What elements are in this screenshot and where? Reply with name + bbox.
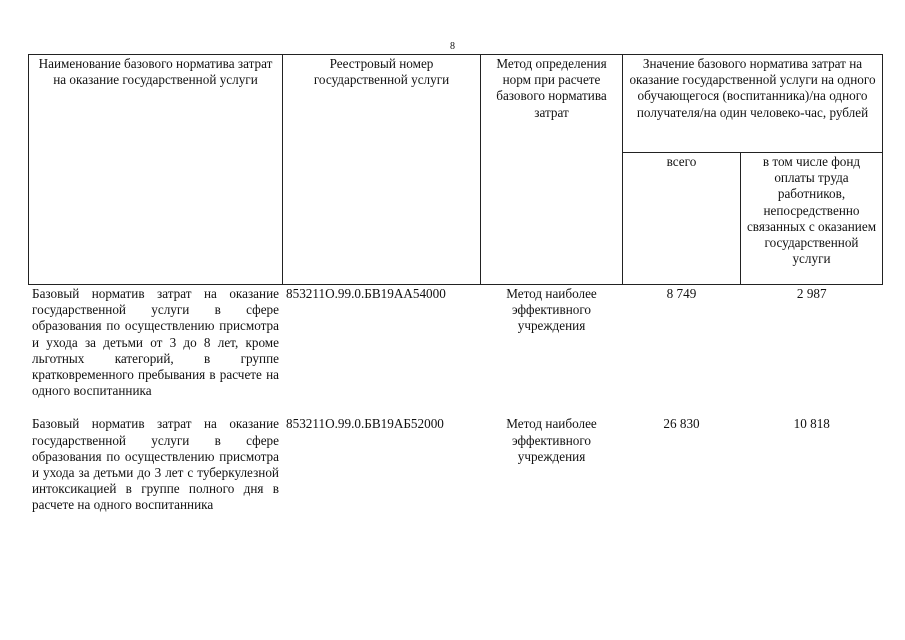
header-registry-number: Реестровый номер государственной услуги: [283, 55, 481, 285]
header-name: Наименование базового норматива затрат на оказание государственной услуги: [29, 55, 283, 285]
row-total: 26 830: [663, 416, 700, 432]
row-method: Метод наиболее эффективного учреждения: [506, 286, 597, 334]
table-row: [29, 415, 883, 529]
page-number: 8: [450, 41, 455, 52]
row-payroll: 10 818: [793, 416, 830, 432]
row-total: 8 749: [666, 286, 697, 301]
header-total: всего: [623, 153, 741, 285]
row-payroll: 2 987: [796, 286, 827, 301]
table-header: [29, 55, 883, 285]
row-registry-number: 853211О.99.0.БВ19АА54000: [286, 286, 446, 301]
cost-norms-table: [28, 54, 883, 530]
row-registry-number: 853211О.99.0.БВ19АБ52000: [286, 416, 444, 432]
header-value: Значение базового норматива затрат на оказание государственной услуги на одного обучающегося (воспитанника)/на одного получателя/на один человеко-час, рублей: [623, 55, 883, 153]
table-row: [29, 285, 883, 416]
header-payroll: в том числе фонд оплаты труда работников, непосредственно связанных с оказанием государственной услуги: [741, 153, 883, 285]
row-name: Базовый норматив затрат на оказание государственной услуги в сфере образования по осуществлению присмотра и ухода за детьми от 3 до 8 лет, кроме льготных категорий, в группе кратковременного пребывания в расчете на одного воспитанника: [32, 286, 279, 399]
header-method: Метод определения норм при расчете базового норматива затрат: [481, 55, 623, 285]
row-name: Базовый норматив затрат на оказание государственной услуги в сфере образования по осуществлению присмотра и ухода за детьми до 3 лет с туберкулезной интоксикацией в группе полного дня в расчете на одного воспитанника: [32, 416, 279, 513]
row-method: Метод наиболее эффективного учреждения: [506, 416, 597, 464]
